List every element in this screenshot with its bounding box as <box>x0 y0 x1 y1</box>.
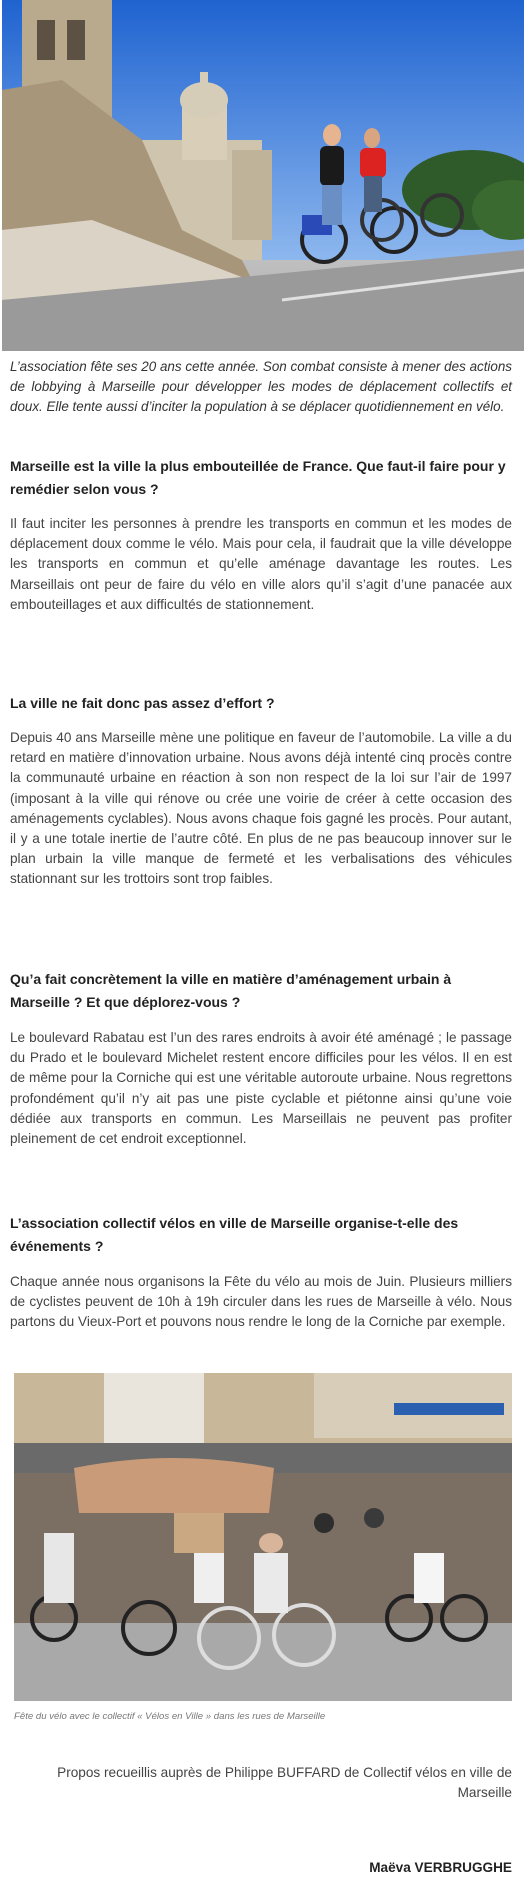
author-name-text: Maëva VERBRUGGHE <box>369 1860 512 1875</box>
author-name <box>10 1860 512 1875</box>
question-2: La ville ne fait donc pas assez d’effort ? <box>10 695 275 711</box>
answer-3: Le boulevard Rabatau est l’un des rares endroits à avoir été aménagé ; le passage du Prado et le boulevard Michelet restent encore difficiles pour les vélos. Il en est de même pour la Corniche qui est une véritable autoroute urbaine. Nous regrettons profondément qu’il n’y ait pas une piste cyclable et piétonne ainsi qu’une voie dédiée aux transports en commun. Les Marseillais ne peuvent pas profiter pleinement de cet endroit exceptionnel. <box>10 1030 512 1147</box>
hero-photo-illustration <box>2 0 524 351</box>
festival-photo <box>14 1373 512 1701</box>
answer-1: Il faut inciter les personnes à prendre les transports en commun et les modes de déplacement doux comme le vélo. Mais pour cela, il faudrait que la ville développe les transports en commun et qu’elle aménage davantage les routes. Les Marseillais ont peur de faire du vélo en ville alors qu’il s’agit d’une panacée aux embouteillages et aux difficultés de stationnement. <box>10 516 512 612</box>
question-4: L’association collectif vélos en ville de Marseille organise-t-elle des événements ? <box>10 1215 459 1254</box>
question-3: Qu’a fait concrètement la ville en matière d’aménagement urbain à Marseille ? Et que déplorez-vous ? <box>10 971 452 1010</box>
answer-4: Chaque année nous organisons la Fête du vélo au mois de Juin. Plusieurs milliers de cyclistes peuvent de 10h à 19h circuler dans les rues de Marseille à vélo. Nous partons du Vieux-Port et pouvons nous rendre le long de la Corniche par exemple. <box>10 1274 512 1330</box>
festival-photo-illustration <box>14 1373 512 1701</box>
photo-caption: Fête du vélo avec le collectif « Vélos en Ville » dans les rues de Marseille <box>14 1711 326 1722</box>
answer-2: Depuis 40 ans Marseille mène une politique en faveur de l’automobile. La ville a du retard en matière d’innovation urbaine. Nous avons déjà intenté cinq procès contre la communauté urbaine en réaction à son non respect de la loi sur l’air de 1997 (imposant à la ville qui rénove ou crée une voirie de créer à cette occasion des aménagements cyclables). Nous avons chaque fois gagné les procès. Pour autant, il y a une totale inertie de l’autre côté. En plus de ne pas beaucoup innover sur le plan urbain la ville manque de fermeté et les verbalisations des véhicules stationnant sur les trottoirs sont trop faibles. <box>10 730 512 887</box>
interview-credit: Propos recueillis auprès de Philippe BUFFARD de Collectif vélos en ville de Marseille <box>57 1765 512 1800</box>
question-1: Marseille est la ville la plus embouteillée de France. Que faut-il faire pour y remédier selon vous ? <box>10 458 506 497</box>
hero-photo <box>2 0 524 351</box>
intro-paragraph: L’association fête ses 20 ans cette année. Son combat consiste à mener des actions de lobbying à Marseille pour développer les modes de déplacement collectifs et doux. Elle tente aussi d’inciter la population à se déplacer quotidiennement en vélo. <box>10 359 512 414</box>
